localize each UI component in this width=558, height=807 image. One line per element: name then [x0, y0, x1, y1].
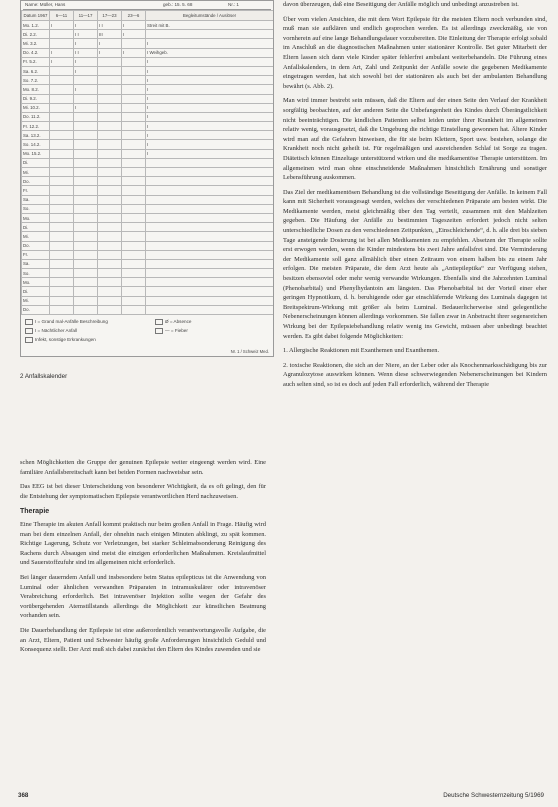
calendar-row: [22, 213, 274, 222]
calendar-cell: [98, 305, 122, 314]
calendar-cell: [74, 259, 98, 268]
calendar-row: [22, 278, 274, 287]
calendar-cell: [98, 250, 122, 259]
calendar-cell: [122, 287, 146, 296]
list-item: 2. toxische Reaktionen, die sich an der Niere, an der Leber oder als Knochenmarksschädigung bis zur Agranulozytose auswirken können. Wenn diese schwerwiegenden Nebenerscheinungen bei Kindern auch selten sind, so ist es doch auf jeden Fall erforderlich, während der Therapie: [283, 361, 547, 388]
calendar-cell: I Weihgeb.: [146, 48, 274, 57]
calendar-cell: I I: [98, 21, 122, 30]
calendar-cell: [146, 278, 274, 287]
calendar-cell: I: [146, 66, 274, 75]
calendar-cell: [50, 112, 74, 121]
calendar-cell: [146, 213, 274, 222]
calendar-cell: [50, 241, 74, 250]
calendar-cell: I: [146, 140, 274, 149]
calendar-cell: [74, 112, 98, 121]
calendar-cell: [122, 85, 146, 94]
calendar-cell: [122, 305, 146, 314]
calendar-cell: [98, 149, 122, 158]
calendar-cell: [50, 149, 74, 158]
calendar-date-cell: Sa. 13.2.: [22, 131, 50, 140]
calendar-cell: [146, 287, 274, 296]
calendar-cell: [122, 241, 146, 250]
calendar-table: [21, 10, 274, 315]
calendar-row: [22, 21, 274, 30]
calendar-cell: I: [146, 94, 274, 103]
paragraph: Eine Therapie im akuten Anfall kommt praktisch nur beim großen Anfall in Frage. Häufig wird man bei dem einzelnen Anfall, der ohnehin nach einigen Minuten abklingt, zu spät kommen. Richtige Lagerung, Schutz vor Verletzungen, bei starker Schleimabsonderung Reinigung des Rachens durch Absaugen sind meist die einzigen erforderlichen Maßnahmen. Kreislaufmittel und Sauerstoffzufuhr sind im allgemeinen nicht erforderlich.: [20, 520, 266, 567]
col-circumstances: Begleitumstände / Auslöser: [146, 11, 274, 21]
calendar-cell: [122, 213, 146, 222]
calendar-row: [22, 149, 274, 158]
calendar-cell: [122, 259, 146, 268]
calendar-cell: [98, 94, 122, 103]
calendar-cell: I I: [74, 48, 98, 57]
calendar-date-cell: Mo. 1.2.: [22, 21, 50, 30]
calendar-row: [22, 168, 274, 177]
right-column: [283, 0, 547, 395]
legend-box-icon: [25, 337, 33, 343]
calendar-cell: [146, 158, 274, 167]
calendar-cell: [98, 57, 122, 66]
calendar-cell: I: [74, 39, 98, 48]
calendar-cell: [122, 94, 146, 103]
journal-name: Deutsche Schwesternzeitung 5/1969: [443, 792, 544, 799]
calendar-row: [22, 140, 274, 149]
calendar-cell: [74, 149, 98, 158]
calendar-cell: [74, 122, 98, 131]
calendar-cell: [146, 30, 274, 39]
calendar-row: [22, 287, 274, 296]
calendar-cell: [98, 168, 122, 177]
calendar-cell: [98, 177, 122, 186]
calendar-cell: [122, 66, 146, 75]
col-time-1: 6—11: [50, 11, 74, 21]
calendar-header: [23, 1, 271, 10]
calendar-cell: [50, 186, 74, 195]
calendar-cell: Streit mit B.: [146, 21, 274, 30]
calendar-date-cell: Sa.: [22, 259, 50, 268]
legend-box-icon: [155, 328, 163, 334]
calendar-date-cell: Mi.: [22, 168, 50, 177]
calendar-cell: [146, 305, 274, 314]
paragraph: Das Ziel der medikamentösen Behandlung ist die vollständige Beseitigung der Anfälle. In keinem Fall kann mit Sicherheit vorausgesagt werden, welches der verschiedenen Präparate am besten wirkt. Die Medikamente werden, meist gleichmäßig über den Tag verteilt, zusammen mit den Mahlzeiten gegeben. Die Häufung der Anfälle zu bestimmten Tageszeiten erfordert jedoch nicht selten unterschiedliche Dosen zu den verschiedenen Zeitpunkten, „Einschleichende“, d. h. alle drei bis sieben Tage ansteigende Dosierung ist bei allen Medikamenten zu empfehlen. Absetzen der Therapie sollte erst erwogen werden, wenn die Kinder mindestens bis zwei Jahre anfallsfrei sind. Die Verminderung der Medikamente soll ganz allmählich über einen Zeitraum von einem halben bis zu einem Jahr erfolgen. Die meisten Präparate, die dem Arzt heute als „Antiepileptika“ zur Verfügung stehen, besitzen ebensoviel oder mehr wenig verwandte Wirkungen. Ebenfalls sind die Jahrzehnten Luminal (Phenobarbital) und Phenylhydantoin am längsten. Das Phenobarbital ist der Vorteil einer eher geringen Hypnotikum, d. h. beruhigende oder gar einschläfernde Wirkung des Luminals dagegen ist Breitspektrum-Wirkung mit größer als beim Luminal. Bedauerlicherweise sind gelegentliche Nebenerscheinungen können allerdings vorkommen. Sie fallen zwar in Anbetracht ihrer segensreichen Wirkung bei der Epilepsiebehandlung relativ wenig ins Gewicht, müssen aber unbedingt beachtet werden. Es gibt dabei folgende Möglichkeiten:: [283, 188, 547, 340]
calendar-cell: [146, 195, 274, 204]
calendar-cell: I: [122, 21, 146, 30]
calendar-cell: [146, 269, 274, 278]
legend-item: — = Fieber: [165, 328, 188, 334]
calendar-cell: [50, 30, 74, 39]
calendar-cell: [74, 131, 98, 140]
calendar-row: [22, 177, 274, 186]
calendar-row: [22, 85, 274, 94]
calendar-row: [22, 195, 274, 204]
paragraph: schen Möglichkeiten die Gruppe der genuinen Epilepsie weiter eingeengt werden wird. Eine familiäre Anfallsbereitschaft kann bei beiden Formen nachweisbar sein.: [20, 459, 266, 476]
calendar-row: [22, 30, 274, 39]
calendar-cell: [50, 177, 74, 186]
calendar-date-cell: Mi.: [22, 232, 50, 241]
calendar-header-row: [22, 11, 274, 21]
calendar-cell: [74, 140, 98, 149]
calendar-cell: [98, 259, 122, 268]
calendar-cell: [74, 269, 98, 278]
calendar-cell: [146, 223, 274, 232]
calendar-cell: [122, 140, 146, 149]
calendar-cell: [50, 195, 74, 204]
calendar-cell: [98, 223, 122, 232]
calendar-row: [22, 259, 274, 268]
calendar-cell: I: [50, 21, 74, 30]
calendar-cell: [50, 131, 74, 140]
calendar-cell: [50, 94, 74, 103]
legend-item: Infekt, sonstige Erkrankungen: [35, 337, 96, 343]
calendar-date-cell: Mo. 8.2.: [22, 85, 50, 94]
calendar-cell: [98, 131, 122, 140]
calendar-cell: [74, 158, 98, 167]
calendar-cell: [122, 158, 146, 167]
calendar-cell: [146, 177, 274, 186]
calendar-cell: [146, 186, 274, 195]
calendar-cell: [122, 296, 146, 305]
calendar-row: [22, 103, 274, 112]
calendar-cell: [122, 39, 146, 48]
calendar-cell: I: [74, 57, 98, 66]
calendar-cell: I: [146, 112, 274, 121]
calendar-cell: [122, 103, 146, 112]
record-number: Nr.: 1: [228, 2, 239, 7]
calendar-cell: [98, 213, 122, 222]
calendar-cell: [122, 76, 146, 85]
calendar-date-cell: Mo.: [22, 213, 50, 222]
calendar-cell: [74, 186, 98, 195]
calendar-cell: [50, 168, 74, 177]
calendar-date-cell: Mi. 3.2.: [22, 39, 50, 48]
calendar-cell: [74, 296, 98, 305]
calendar-cell: [50, 66, 74, 75]
calendar-date-cell: Mi.: [22, 296, 50, 305]
calendar-cell: [74, 213, 98, 222]
calendar-row: [22, 269, 274, 278]
calendar-cell: [98, 66, 122, 75]
calendar-cell: I: [146, 57, 274, 66]
calendar-cell: [98, 85, 122, 94]
legend-box-icon: [25, 328, 33, 334]
calendar-cell: I: [146, 39, 274, 48]
calendar-cell: [50, 213, 74, 222]
calendar-cell: [74, 204, 98, 213]
calendar-cell: [98, 76, 122, 85]
calendar-date-cell: Fr.: [22, 186, 50, 195]
calendar-cell: [74, 195, 98, 204]
figure-footnote: Nr. 1 / Schweiz Med.: [230, 349, 269, 354]
calendar-cell: [122, 149, 146, 158]
col-time-2: 11—17: [74, 11, 98, 21]
calendar-row: [22, 186, 274, 195]
col-time-4: 23—6: [122, 11, 146, 21]
calendar-date-cell: Do. 4.2.: [22, 48, 50, 57]
left-column: [20, 458, 266, 660]
seizure-calendar-figure: [20, 0, 274, 357]
calendar-cell: [74, 305, 98, 314]
calendar-cell: [146, 250, 274, 259]
calendar-cell: [74, 76, 98, 85]
calendar-cell: I: [50, 57, 74, 66]
calendar-cell: I: [122, 48, 146, 57]
calendar-cell: [98, 186, 122, 195]
calendar-cell: [50, 278, 74, 287]
legend-box-icon: [25, 319, 33, 325]
calendar-cell: [50, 122, 74, 131]
calendar-row: [22, 57, 274, 66]
paragraph: Die Dauerbehandlung der Epilepsie ist eine außerordentlich verantwortungsvolle Aufgabe, die an Arzt, Eltern, Patient und Schwester häufig große Anforderungen hinsichtlich Geduld und Konsequenz stellt. Der Arzt muß sich dabei zunächst den Eltern des Kindes zuwenden und sie: [20, 626, 266, 654]
calendar-cell: [50, 103, 74, 112]
calendar-cell: [146, 232, 274, 241]
patient-name: Name: Müller, Hans: [25, 2, 66, 7]
calendar-date-cell: Sa. 6.2.: [22, 66, 50, 75]
calendar-cell: [122, 57, 146, 66]
calendar-cell: [74, 177, 98, 186]
col-date: Datum 1967: [22, 11, 50, 21]
calendar-cell: [50, 158, 74, 167]
calendar-date-cell: Do.: [22, 305, 50, 314]
calendar-cell: I: [146, 103, 274, 112]
calendar-date-cell: Mi. 10.2.: [22, 103, 50, 112]
calendar-date-cell: Di. 2.2.: [22, 30, 50, 39]
calendar-cell: [50, 250, 74, 259]
calendar-date-cell: Sa.: [22, 195, 50, 204]
calendar-cell: [146, 259, 274, 268]
calendar-row: [22, 48, 274, 57]
calendar-cell: [122, 204, 146, 213]
calendar-row: [22, 241, 274, 250]
calendar-row: [22, 112, 274, 121]
paragraph: Man wird immer bestrebt sein müssen, daß die Eltern auf der einen Seite den Verlauf der Krankheit sorgfältig beobachten, auf der anderen Seite die Unbefangenheit des Kindes durch Überängstlichkeit nicht beeinträchtigen. Die kindlichen Patienten selbst leiden unter ihrer Krankheit im allgemeinen relativ wenig, vorausgesetzt, daß die Umgebung die richtige Einstellung gewonnen hat. Ältere Kinder wird man auf die Gefahren hinweisen, die für sie beim Klettern, Sport usw. bestehen, solange die Krankheit noch nicht geheilt ist. Für regelmäßigen und ausreichenden Schlaf ist Sorge zu tragen. Diätetisch können Einzeltage unterstützend wirken und die medikamentöse Therapie unterstützen. Im allgemeinen wird man ohne einschneidende Maßnahmen hinsichtlich Ernährung und sonstiger Lebensführung auskommen.: [283, 97, 547, 182]
calendar-date-cell: Do.: [22, 177, 50, 186]
calendar-cell: [146, 204, 274, 213]
calendar-cell: [74, 241, 98, 250]
calendar-cell: [50, 296, 74, 305]
calendar-date-cell: Di. 9.2.: [22, 94, 50, 103]
calendar-date-cell: Fr. 5.2.: [22, 57, 50, 66]
calendar-cell: [98, 269, 122, 278]
section-heading: Therapie: [20, 508, 50, 516]
calendar-date-cell: So. 7.2.: [22, 76, 50, 85]
calendar-cell: I: [98, 48, 122, 57]
birth-date: geb.: 15. 5. 68: [163, 2, 193, 7]
calendar-cell: [74, 250, 98, 259]
page-number: 368: [18, 792, 29, 799]
calendar-date-cell: Di.: [22, 287, 50, 296]
calendar-cell: [98, 241, 122, 250]
paragraph: davon überzeugen, daß eine Beseitigung der Anfälle möglich und unbedingt anzustreben ist.: [283, 1, 519, 8]
calendar-cell: [50, 204, 74, 213]
legend-item: I = Nächtlicher Anfall: [35, 328, 78, 334]
calendar-row: [22, 250, 274, 259]
calendar-cell: [74, 168, 98, 177]
calendar-row: [22, 204, 274, 213]
calendar-cell: [122, 269, 146, 278]
calendar-row: [22, 122, 274, 131]
calendar-cell: [122, 278, 146, 287]
calendar-cell: I: [146, 76, 274, 85]
calendar-cell: [98, 278, 122, 287]
calendar-cell: [122, 168, 146, 177]
figure-caption: 2 Anfallskalender: [20, 373, 68, 380]
calendar-cell: [74, 287, 98, 296]
calendar-date-cell: Do. 11.2.: [22, 112, 50, 121]
calendar-cell: [74, 94, 98, 103]
calendar-date-cell: Fr.: [22, 250, 50, 259]
calendar-row: [22, 131, 274, 140]
calendar-cell: [122, 250, 146, 259]
calendar-body: [22, 21, 274, 315]
calendar-cell: [98, 296, 122, 305]
calendar-cell: I: [74, 21, 98, 30]
calendar-cell: [98, 195, 122, 204]
calendar-cell: [98, 140, 122, 149]
calendar-date-cell: So.: [22, 204, 50, 213]
calendar-cell: [50, 259, 74, 268]
calendar-cell: [50, 76, 74, 85]
calendar-cell: I I: [74, 30, 98, 39]
calendar-cell: [122, 232, 146, 241]
calendar-cell: [98, 204, 122, 213]
calendar-cell: [50, 232, 74, 241]
calendar-cell: [50, 223, 74, 232]
list-item: 1. Allergische Reaktionen mit Exanthemen und Exanthemen.: [283, 347, 440, 355]
calendar-cell: I: [122, 30, 146, 39]
calendar-cell: III: [98, 30, 122, 39]
calendar-cell: [98, 287, 122, 296]
calendar-date-cell: So.: [22, 269, 50, 278]
col-time-3: 17—23: [98, 11, 122, 21]
calendar-cell: I: [98, 39, 122, 48]
calendar-cell: [98, 122, 122, 131]
calendar-cell: [146, 168, 274, 177]
calendar-cell: [122, 177, 146, 186]
calendar-date-cell: So. 14.2.: [22, 140, 50, 149]
legend-item: Ø = Absence: [165, 319, 192, 325]
calendar-cell: I: [74, 103, 98, 112]
legend-box-icon: [155, 319, 163, 325]
calendar-row: [22, 158, 274, 167]
calendar-cell: [50, 287, 74, 296]
calendar-cell: [146, 241, 274, 250]
calendar-cell: [74, 223, 98, 232]
calendar-cell: I: [146, 85, 274, 94]
calendar-cell: I: [146, 122, 274, 131]
calendar-row: [22, 296, 274, 305]
legend-item: I = Grand mal-Anfälle Beschreibung: [35, 319, 108, 325]
paragraph: Das EEG ist bei dieser Unterscheidung von besonderer Wichtigkeit, da es oft gelingt, den für die Entstehung der symptomatischen Epilepsie verantwortlichen Herd nachzuweisen.: [20, 483, 266, 500]
calendar-row: [22, 66, 274, 75]
calendar-row: [22, 223, 274, 232]
calendar-date-cell: Mo. 15.2.: [22, 149, 50, 158]
calendar-cell: [122, 112, 146, 121]
calendar-row: [22, 76, 274, 85]
calendar-cell: [122, 186, 146, 195]
calendar-cell: [146, 296, 274, 305]
calendar-cell: [122, 195, 146, 204]
calendar-cell: [98, 112, 122, 121]
calendar-cell: I: [146, 131, 274, 140]
calendar-cell: [50, 305, 74, 314]
calendar-cell: [50, 269, 74, 278]
calendar-cell: I: [146, 149, 274, 158]
calendar-cell: [50, 85, 74, 94]
calendar-cell: [98, 103, 122, 112]
calendar-cell: I: [50, 48, 74, 57]
calendar-row: [22, 39, 274, 48]
calendar-row: [22, 305, 274, 314]
calendar-date-cell: Mo.: [22, 278, 50, 287]
calendar-cell: [74, 278, 98, 287]
calendar-cell: [122, 223, 146, 232]
calendar-cell: I: [74, 66, 98, 75]
calendar-cell: I: [74, 85, 98, 94]
calendar-cell: [98, 232, 122, 241]
calendar-cell: [50, 140, 74, 149]
paragraph: Über vom vielen Ansichten, die mit dem Wort Epilepsie für die meisten Eltern noch verbunden sind, muß man sie aufklären und endlich gesprochen werden. Es ist allerdings zweckmäßig, sie von vornherein auf eine lange Behandlungsdauer vorzubereiten. Die Einleitung der Therapie erfolgt sobald im Anschluß an die diagnostischen Maßnahmen unter stationärer Kontrolle. Bei guter Mitarbeit der Eltern lassen sich dann viele Kinder später fehlerfrei ambulant weiterbehandeln. Die Führung eines Anfallskalenders, in dem Art, Zahl und Zeitpunkt der Anfälle sowie die gegebenen Medikamente eingetragen werden, hat sich sowohl bei der stationären als auch bei der ambulanten Behandlung bewährt (s. Abb. 2).: [283, 15, 547, 90]
calendar-cell: [50, 39, 74, 48]
calendar-row: [22, 232, 274, 241]
calendar-date-cell: Di.: [22, 223, 50, 232]
calendar-date-cell: Di.: [22, 158, 50, 167]
calendar-row: [22, 94, 274, 103]
paragraph: Bei länger dauerndem Anfall und insbesondere beim Status epilepticus ist die Anwendung von Luminal oder ähnlichen verwandten Präparaten in intramuskulärer oder intravenöser Verabreichung erforderlich. Bei intravenöser Injektion sollte wegen der Gefahr des vorübergehenden Atemstillstands allerdings die Möglichkeit zur künstlichen Beatmung vorhanden sein.: [20, 573, 266, 620]
calendar-date-cell: Do.: [22, 241, 50, 250]
calendar-date-cell: Fr. 12.2.: [22, 122, 50, 131]
calendar-cell: [122, 122, 146, 131]
calendar-cell: [122, 131, 146, 140]
calendar-cell: [98, 158, 122, 167]
calendar-cell: [74, 232, 98, 241]
